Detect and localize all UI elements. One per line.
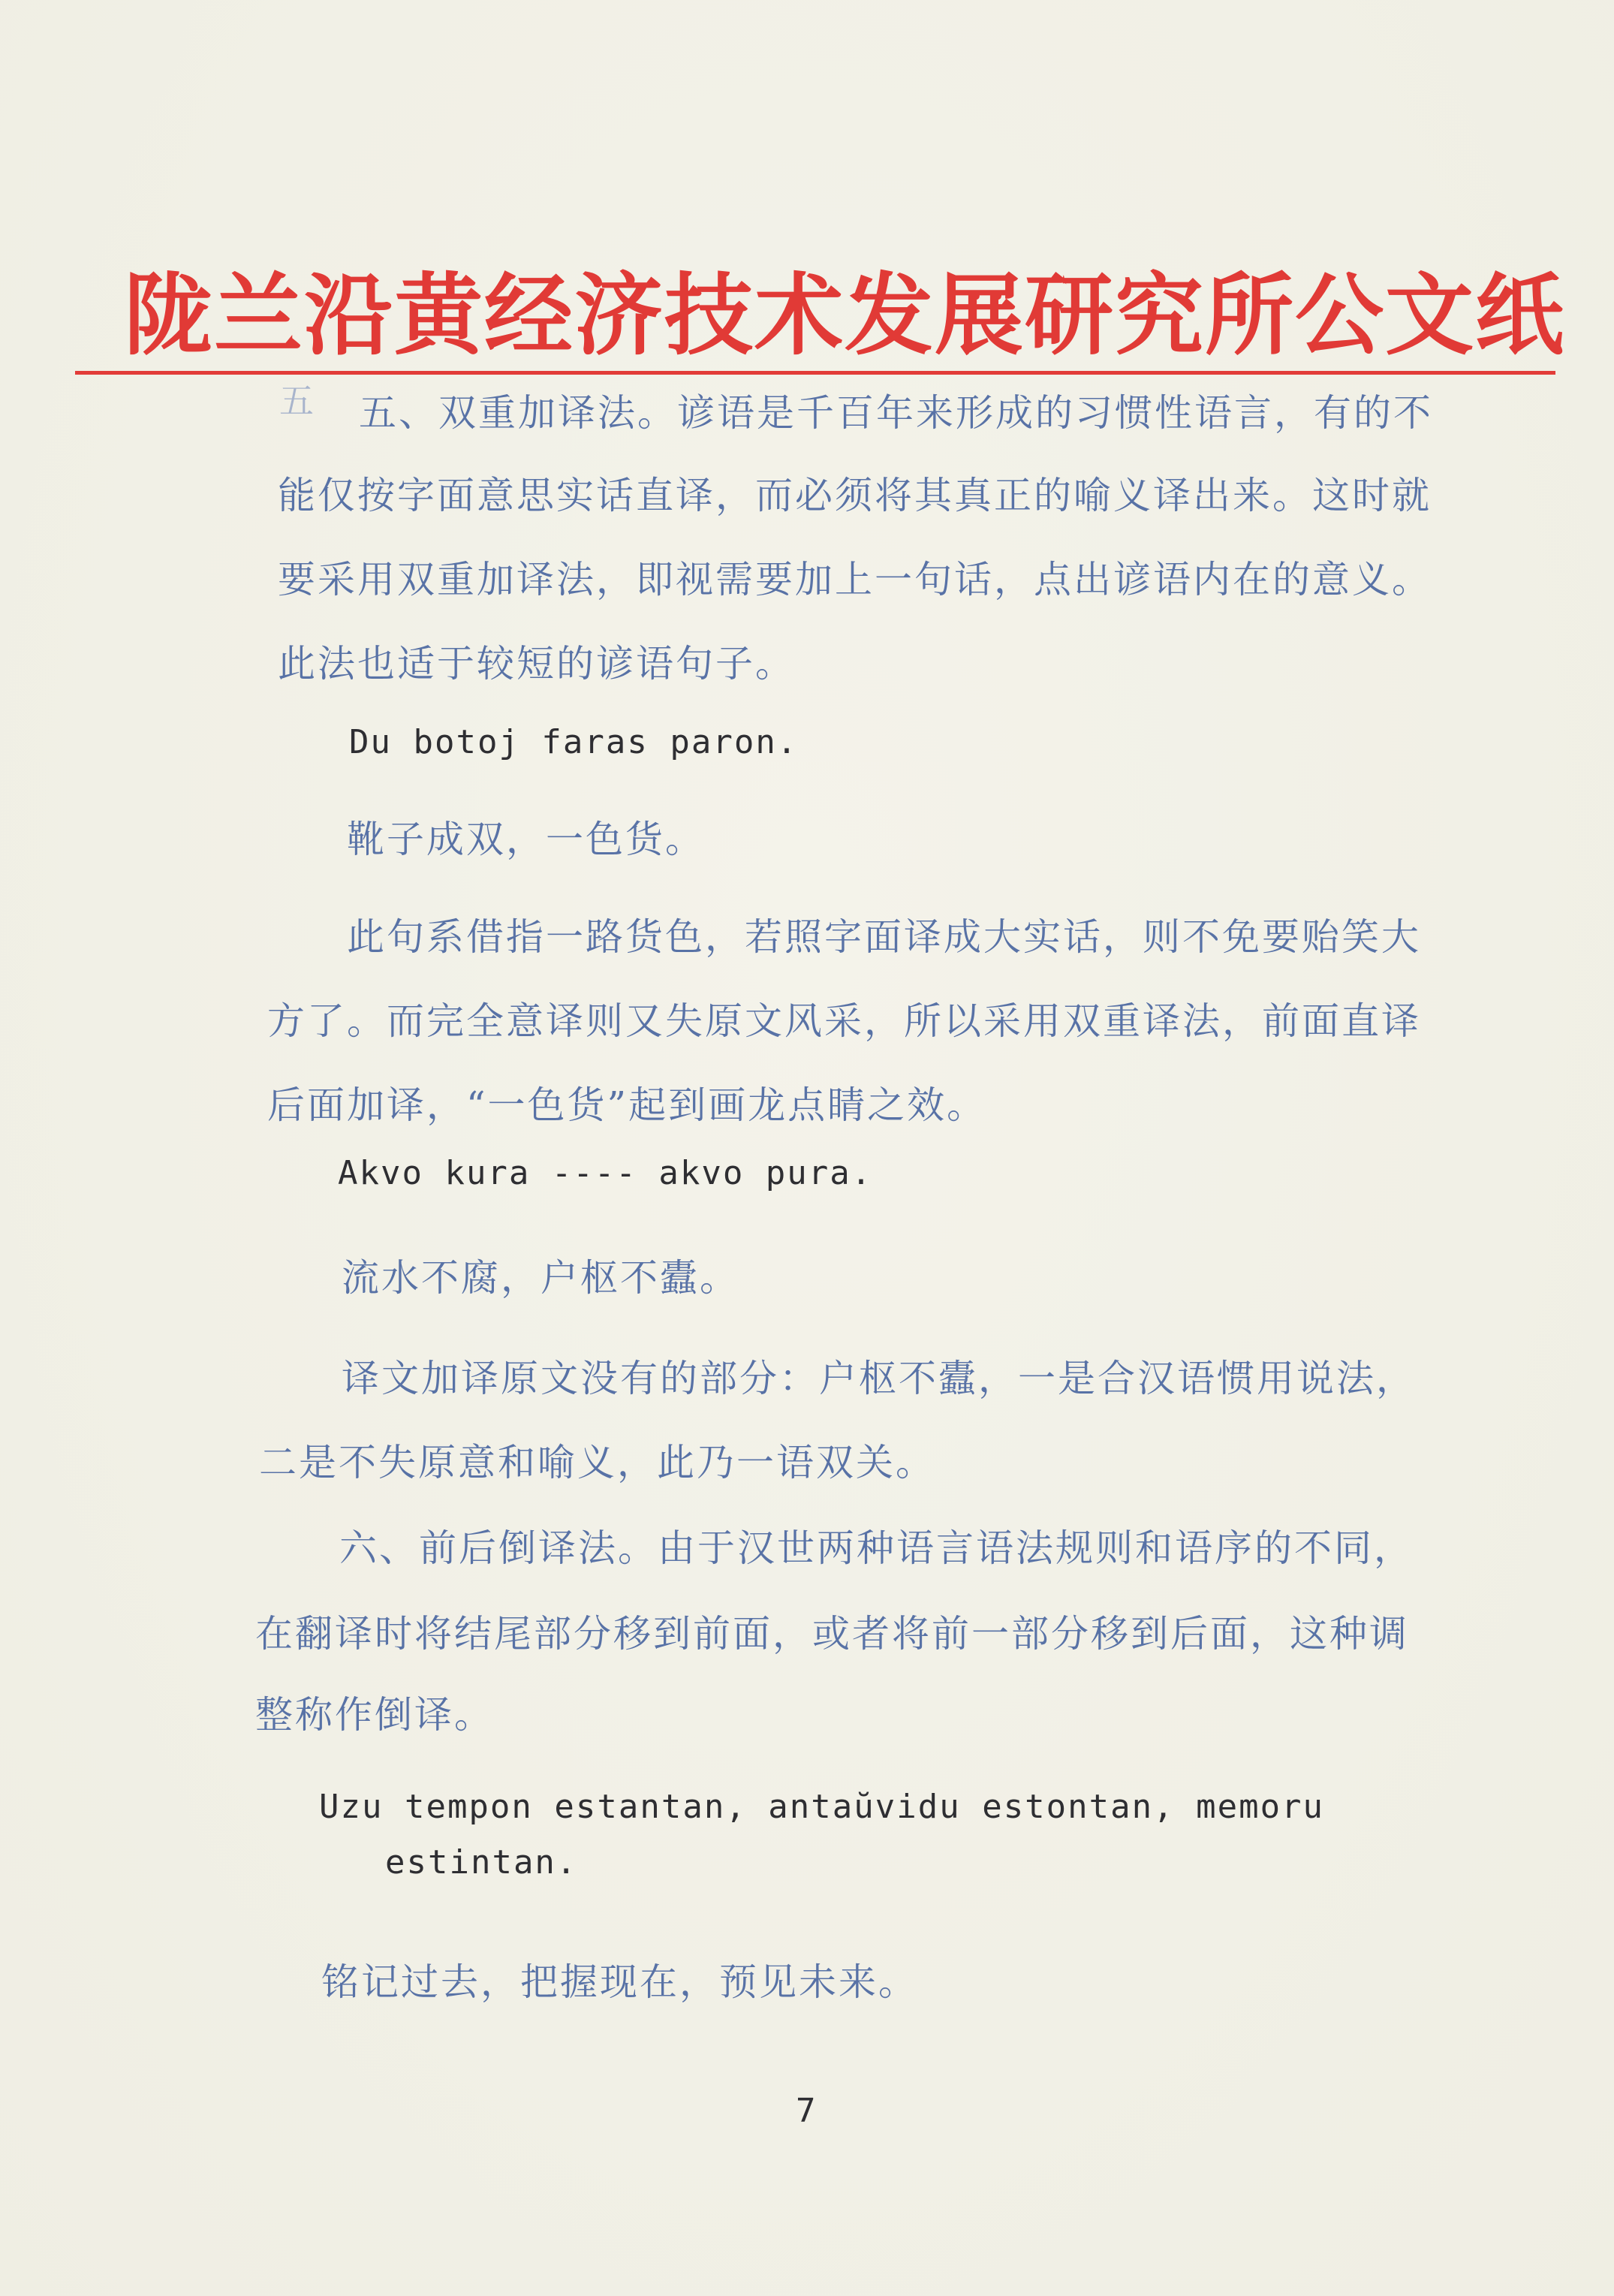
esperanto-example: estintan. [385,1843,578,1882]
translation-example: 靴子成双，一色货。 [347,818,705,861]
body-line: 方了。而完全意译则又失原文风采，所以采用双重译法，前面直译 [267,999,1421,1043]
body-line: 二是不失原意和喻义，此乃一语双关。 [259,1441,935,1484]
letterhead-title: 陇兰沿黄经济技术发展研究所公文纸 [124,263,1566,367]
stray-typed-mark: 五 [279,381,314,421]
esperanto-example: Du botoj faras paron. [349,723,799,761]
body-line: 此法也适于较短的谚语句子。 [278,642,795,685]
body-line: 后面加译，“一色货”起到画龙点睛之效。 [267,1083,987,1127]
translation-example: 流水不腐，户枢不蠹。 [342,1256,739,1300]
body-line: 六、前后倒译法。由于汉世两种语言语法规则和语序的不同， [339,1526,1414,1570]
esperanto-example: Akvo kura ---- akvo pura. [338,1154,873,1192]
body-line: 译文加译原文没有的部分：户枢不蠹，一是合汉语惯用说法， [342,1357,1416,1400]
body-line: 要采用双重加译法，即视需要加上一句话，点出谚语内在的意义。 [278,558,1432,601]
body-line: 五、双重加译法。谚语是千百年来形成的习惯性语言，有的不 [359,391,1433,435]
esperanto-example: Uzu tempon estantan, antaŭvidu estontan, memoru [319,1788,1325,1826]
body-line: 此句系借指一路货色，若照字面译成大实话，则不免要贻笑大 [347,915,1421,959]
page-number: 7 [796,2092,816,2130]
body-line: 整称作倒译。 [255,1693,494,1737]
body-line: 在翻译时将结尾部分移到前面，或者将前一部分移到后面，这种调 [255,1612,1409,1656]
body-line: 能仅按字面意思实话直译，而必须将其真正的喻义译出来。这时就 [278,474,1432,517]
translation-example: 铭记过去，把握现在，预见未来。 [321,1960,918,2004]
